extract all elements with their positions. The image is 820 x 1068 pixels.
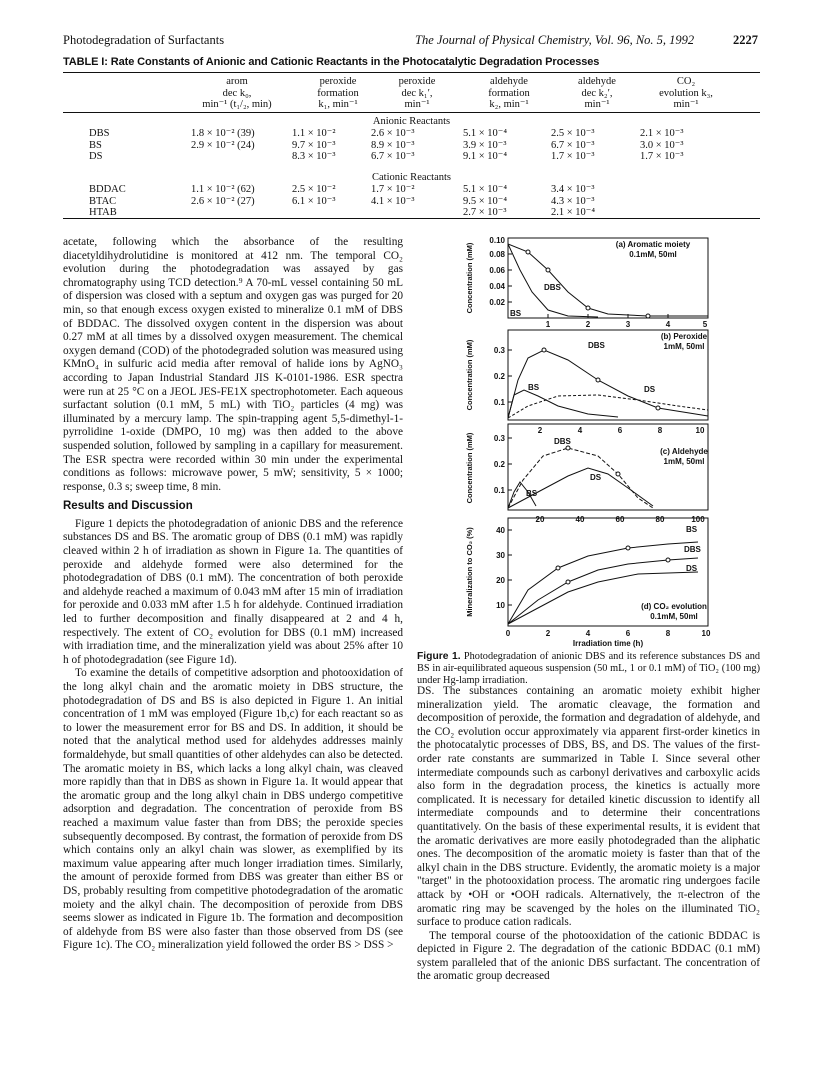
table-cell: 9.5 × 10⁻⁴ xyxy=(463,195,507,207)
panel-a-subtitle: 0.1mM, 50ml xyxy=(629,250,677,259)
y-tick-label: 0.1 xyxy=(493,398,505,407)
x-tick-label: 6 xyxy=(617,426,623,435)
header-page-number: 2227 xyxy=(733,33,758,47)
y-tick-label: 10 xyxy=(496,601,505,610)
x-tick-label: 4 xyxy=(585,629,591,638)
series-dbs xyxy=(508,244,708,316)
table-column-header xyxy=(549,76,645,111)
table-column-header-line: min⁻¹ xyxy=(584,99,610,110)
table-cell: 1.7 × 10⁻³ xyxy=(551,151,595,162)
data-point xyxy=(586,306,590,310)
header-section-title: Photodegradation of Surfactants xyxy=(63,33,225,47)
panel-b-title: (b) Peroxide xyxy=(660,332,708,341)
x-tick-label: 40 xyxy=(575,515,585,524)
x-tick-label: 2 xyxy=(585,320,591,329)
table-row-label: DBS xyxy=(89,128,110,139)
data-point xyxy=(626,546,630,550)
table-cell: 6.1 × 10⁻³ xyxy=(292,195,336,207)
right-column xyxy=(417,685,760,984)
table-column-header-line: min⁻¹ xyxy=(673,99,699,110)
x-tick-label: 6 xyxy=(625,629,631,638)
table-column-header-line: peroxide xyxy=(398,76,436,87)
series-label: BS xyxy=(686,525,698,534)
table-row-label: BS xyxy=(89,139,102,151)
series-label: DBS xyxy=(588,341,605,350)
table-cell: 8.9 × 10⁻³ xyxy=(371,139,415,151)
paragraph: DS. The substances containing an aromatic moiety exhibit higher mineralization yield. The aromatic cleavage, the formation and decomposition of peroxide, the formation and degradation of aldehyde, and the CO₂ evolution occur approximately via apparent first-order kinetics in the photocatalytic processes of DBS, BS, and DS. The values of the first-order rate constants are summarized in Table I. Since several other intermediate compounds such as carbonyl derivatives and carboxylic acids also form in the degradation process, the kinetics is actually more complicated. It is necessary for detailed kinetic discussion to identify all intermediate compounds and to determine their concentrations quantitatively. On the basis of these experimental results, it is evident that the aromatic derivatives are more easily photodegraded than the aliphatic ones. The decomposition of the aromatic moiety is faster than that of the alkyl chain in the DBS structure. Evidently, the aromatic moiety is a major "target" in the photooxidation process. The aromatic ring undergoes facile attack by •OH or •OOH radicals. Alternatively, the π-electron of the aromatic ring may be scavenged by the holes on the illuminated TiO₂ surface to produce cation radicals. xyxy=(417,685,760,929)
x-tick-label: 4 xyxy=(665,320,671,329)
y-tick-label: 40 xyxy=(496,526,505,535)
section-heading: Results and Discussion xyxy=(63,500,193,513)
table-cell: 1.7 × 10⁻³ xyxy=(640,151,684,162)
panel-c-title: (c) Aldehyde xyxy=(660,447,708,456)
table-column-header-line: formation xyxy=(317,87,359,99)
table-cell: 2.1 × 10⁻³ xyxy=(640,128,684,139)
table-column-header xyxy=(189,76,285,111)
y-tick-label: 0.10 xyxy=(489,236,505,245)
x-tick-label: 5 xyxy=(702,320,708,329)
table-row-label: HTAB xyxy=(89,207,117,218)
y-axis-label: Concentration (mM) xyxy=(465,242,474,314)
panel-c-subtitle: 1mM, 50ml xyxy=(663,457,705,466)
table-column-header-line: formation xyxy=(488,87,530,99)
table-column-header-line: min⁻¹ xyxy=(404,99,430,110)
series-label: DS xyxy=(590,473,602,482)
table-cell: 1.8 × 10⁻² (39) xyxy=(191,128,255,139)
y-tick-label: 0.3 xyxy=(493,434,505,443)
y-tick-label: 0.3 xyxy=(493,346,505,355)
x-tick-label: 0 xyxy=(505,629,511,638)
table-cell: 1.7 × 10⁻² xyxy=(371,184,415,195)
x-tick-label: 10 xyxy=(701,629,711,638)
table-group-title: Cationic Reactants xyxy=(371,172,452,183)
x-tick-label: 20 xyxy=(535,515,545,524)
figure-1 xyxy=(448,230,712,648)
table-cell: 9.7 × 10⁻³ xyxy=(292,139,336,151)
series-label: DS xyxy=(644,385,656,394)
left-column xyxy=(63,236,403,953)
paragraph: acetate, following which the absorbance of the resulting diacetyldihydrolutidine is monitored at 412 nm. The temporal CO₂ evolution during the photodegradation was assayed by gas chromatography using TCD detection.⁹ A 70-mL vessel containing 50 mL of dispersion was closed with a septum and oxygen gas was purged for 20 min, so that enough excess oxygen existed to mineralize 0.1 mM of DBS of BDDAC. The dissolved oxygen content in the dispersion was about 0.27 mM at all times by a dissolved oxygen measurement. The chemical oxygen demand (COD) of the photodegraded solution was measured using KMnO₄ in sulfuric acid media after removal of halide ions by AgNO₃ according to Japan Industrial Standard JIS K-0101-1986. ESR spectra were run at 25 °C on a JEOL JES-FE1X spectrophotometer. Each aqueous surfactant solution (0.1 mM, 5 mL) with TiO₂ particles (4 mg) was illuminated by a mercury lamp. The spin-trapping agent 5,5-dimethyl-1-pyrrolidine 1-oxide (DMPO, 10 mg) was then added to the above suspended solution, followed by sampling in a capillary for measurement. The ESR spectra were recorded within 30 min under the experimental conditions as follows: microwave power, 5 mW; sensitivity, 5 × 1000; response, 0.3 s; sweep time, 8 min. xyxy=(63,236,403,493)
table-row-label: BDDAC xyxy=(89,184,126,195)
series-label: BS xyxy=(510,309,522,318)
running-header xyxy=(63,33,758,49)
table-column-header-line: dec k₂′, xyxy=(581,87,613,99)
series-label: DBS xyxy=(554,437,571,446)
x-tick-label: 2 xyxy=(537,426,543,435)
header-journal: The Journal of Physical Chemistry, Vol. 96, No. 5, 1992 xyxy=(415,33,695,47)
panel-d-subtitle: 0.1mM, 50ml xyxy=(650,612,698,621)
table-cell: 5.1 × 10⁻⁴ xyxy=(463,128,507,139)
table-column-header-line: min⁻¹ (t₁/₂, min) xyxy=(202,99,272,110)
table-cell: 2.6 × 10⁻³ xyxy=(371,128,415,139)
table-group-title: Anionic Reactants xyxy=(372,116,451,127)
data-point xyxy=(656,406,660,410)
table-cell: 3.4 × 10⁻³ xyxy=(551,184,595,195)
series-label: BS xyxy=(528,383,540,392)
y-tick-label: 20 xyxy=(496,576,505,585)
data-point xyxy=(542,348,546,352)
x-axis-label: Irradiation time (h) xyxy=(572,639,644,648)
table-cell: 3.9 × 10⁻³ xyxy=(463,139,507,151)
table-column-header-line: evolution k₃, xyxy=(659,87,713,99)
x-tick-label: 2 xyxy=(545,629,551,638)
paragraph: The temporal course of the photooxidation of the cationic BDDAC is depicted in Figure 2. The degradation of the cationic BDDAC (0.1 mM) system paralleled that of the anionic DBS surfactant. The concentration of the aromatic group decreased xyxy=(417,929,760,983)
x-tick-label: 3 xyxy=(625,320,631,329)
y-tick-label: 0.2 xyxy=(493,460,505,469)
y-tick-label: 0.1 xyxy=(493,486,505,495)
data-point xyxy=(526,250,530,254)
series-label: DBS xyxy=(684,545,701,554)
series-label: DS xyxy=(686,564,698,573)
table-cell: 1.1 × 10⁻² (62) xyxy=(191,184,255,195)
table-column-header-line: peroxide xyxy=(319,76,357,87)
data-point xyxy=(566,446,570,450)
x-tick-label: 4 xyxy=(577,426,583,435)
table-cell: 2.7 × 10⁻³ xyxy=(463,207,507,218)
x-tick-label: 80 xyxy=(655,515,665,524)
panel-d-title: (d) CO₂ evolution xyxy=(641,602,707,611)
table-row-label: DS xyxy=(89,151,103,162)
data-point xyxy=(596,378,600,382)
table-cell: 2.5 × 10⁻³ xyxy=(551,128,595,139)
y-tick-label: 0.08 xyxy=(489,250,505,259)
x-tick-label: 1 xyxy=(545,320,551,329)
y-tick-label: 0.2 xyxy=(493,372,505,381)
y-axis-label: Concentration (mM) xyxy=(465,432,474,504)
table-cell: 1.1 × 10⁻² xyxy=(292,128,336,139)
table-cell: 6.7 × 10⁻³ xyxy=(371,151,415,162)
data-point xyxy=(646,314,650,318)
table-column-header-line: CO₂ xyxy=(676,76,696,87)
figure-caption-text: Photodegradation of anionic DBS and its reference substances DS and BS in air-equilibrated aqueous suspension (50 mL, 1 or 0.1 mM) of TiO₂ (100 mg) under Hg-lamp irradiation. xyxy=(417,651,760,686)
series-bs xyxy=(508,390,618,418)
table-column-header xyxy=(461,76,557,111)
table-cell: 5.1 × 10⁻⁴ xyxy=(463,184,507,195)
y-tick-label: 30 xyxy=(496,551,505,560)
data-point xyxy=(566,580,570,584)
table-row-label: BTAC xyxy=(89,195,117,207)
panel-a-title: (a) Aromatic moiety xyxy=(615,240,691,249)
panel-c-frame xyxy=(508,424,708,510)
table-cell: 2.5 × 10⁻² xyxy=(292,184,336,195)
x-tick-label: 60 xyxy=(615,515,625,524)
y-tick-label: 0.02 xyxy=(489,298,505,307)
series-dbs xyxy=(508,448,653,508)
table-cell: 2.1 × 10⁻⁴ xyxy=(551,207,595,218)
x-tick-label: 10 xyxy=(695,426,705,435)
table-column-header xyxy=(369,76,465,111)
table-cell: 2.9 × 10⁻² (24) xyxy=(191,139,255,151)
paragraph: To examine the details of competitive adsorption and photooxidation of the long alkyl chain and the aromatic moiety in DBS structure, the photodegradation of DS and BS is also depicted in Figure 1. An initial concentration of 1 mM was employed (Figure 1b,c) for each reactant so as to lower the measurement error for BS and DS. In addition, it should be noted that the analytical method used for aldehydes addresses mainly formaldehyde, but small quantities of other aldehydes can also be detected. The aromatic moiety in BS, which lacks a long alkyl chain, was cleaved more rapidly than that in DBS as shown in Figure 1a. It would appear that the aromatic group and the long alkyl chain in DBS undergo competitive adsorption and degradation. The concentration of peroxide from BS reached a maximum value faster than from DBS; the peroxide species subsequently decomposed. By contrast, the formation of peroxide from DS which contains only an alkyl chain was slower, as exemplified by its maximum value appearing after much longer irradiation times. Similarly, the amount of peroxide formed from DBS was greater than either BS or DS, probably resulting from competitive photodegradation of the aromatic moiety and the alkyl chain. The decomposition of peroxide from DBS seems slower as indicated in Figure 1b. The formation and decomposition of aldehyde from BS were also faster than those observed from DS (see Figure 1c). The CO₂ mineralization yield followed the order BS > DSS > xyxy=(63,667,403,952)
data-point xyxy=(546,268,550,272)
table-column-header-line: k₁, min⁻¹ xyxy=(318,99,358,110)
series-ds xyxy=(508,468,653,508)
table-cell: 3.0 × 10⁻³ xyxy=(640,139,684,151)
table-column-header-line: arom xyxy=(226,76,248,87)
table-cell: 4.3 × 10⁻³ xyxy=(551,195,595,207)
paragraph: Figure 1 depicts the photodegradation of anionic DBS and the reference substances DS and BS. The aromatic group of DBS (0.1 mM) was rapidly cleaved within 2 h of irradiation as shown in Figure 1a. The quantities of peroxide and aldehyde formed were also determined for the photodegradation of DBS (0.1 mM). The concentration of both peroxide and aldehyde reached a maximum of 0.043 mM after 15 min of irradiation for peroxide and 0.033 mM after 1.5 h for aldehyde. Continued irradiation led to further decomposition and finally disappeared at 2 and 4 h, respectively. The extent of CO₂ evolution for DBS (0.1 mM) increased with irradiation time, and the mineralization yield was about 25% after 10 h of photodegradation (see Figure 1d). xyxy=(63,517,403,666)
table-column-header-line: dec k₀, xyxy=(222,87,252,99)
data-point xyxy=(616,472,620,476)
series-label: BS xyxy=(526,489,538,498)
table-bottom-rule xyxy=(63,218,760,219)
table-column-header xyxy=(638,76,734,111)
table-top-rule xyxy=(63,72,760,73)
series-ds xyxy=(508,395,708,418)
y-axis-label: Mineralization to CO₂ (%) xyxy=(465,527,474,617)
y-axis-label: Concentration (mM) xyxy=(465,339,474,411)
table-cell: 6.7 × 10⁻³ xyxy=(551,139,595,151)
figure-caption-label: Figure 1. xyxy=(417,651,461,662)
panel-a-frame xyxy=(508,238,708,318)
table-column-header-line: aldehyde xyxy=(490,76,528,87)
table-caption: TABLE I: Rate Constants of Anionic and Cationic Reactants in the Photocatalytic Degradation Processes xyxy=(63,56,600,68)
series-bs xyxy=(508,244,598,317)
y-tick-label: 0.04 xyxy=(489,282,505,291)
table-column-header-line: aldehyde xyxy=(578,76,616,87)
table-cell: 9.1 × 10⁻⁴ xyxy=(463,151,507,162)
x-tick-label: 8 xyxy=(657,426,663,435)
data-point xyxy=(666,558,670,562)
y-tick-label: 0.06 xyxy=(489,266,505,275)
figure-caption xyxy=(417,651,760,687)
x-tick-label: 100 xyxy=(691,515,705,524)
table-cell: 2.6 × 10⁻² (27) xyxy=(191,195,255,207)
table-cell: 8.3 × 10⁻³ xyxy=(292,151,336,162)
series-label: DBS xyxy=(544,283,561,292)
panel-b-subtitle: 1mM, 50ml xyxy=(663,342,705,351)
data-point xyxy=(556,566,560,570)
table-header-rule xyxy=(63,112,760,113)
table-column-header-line: dec k₁′, xyxy=(401,87,433,99)
table-cell: 4.1 × 10⁻³ xyxy=(371,195,415,207)
table-column-header-line: k₂, min⁻¹ xyxy=(489,99,529,110)
x-tick-label: 8 xyxy=(665,629,671,638)
